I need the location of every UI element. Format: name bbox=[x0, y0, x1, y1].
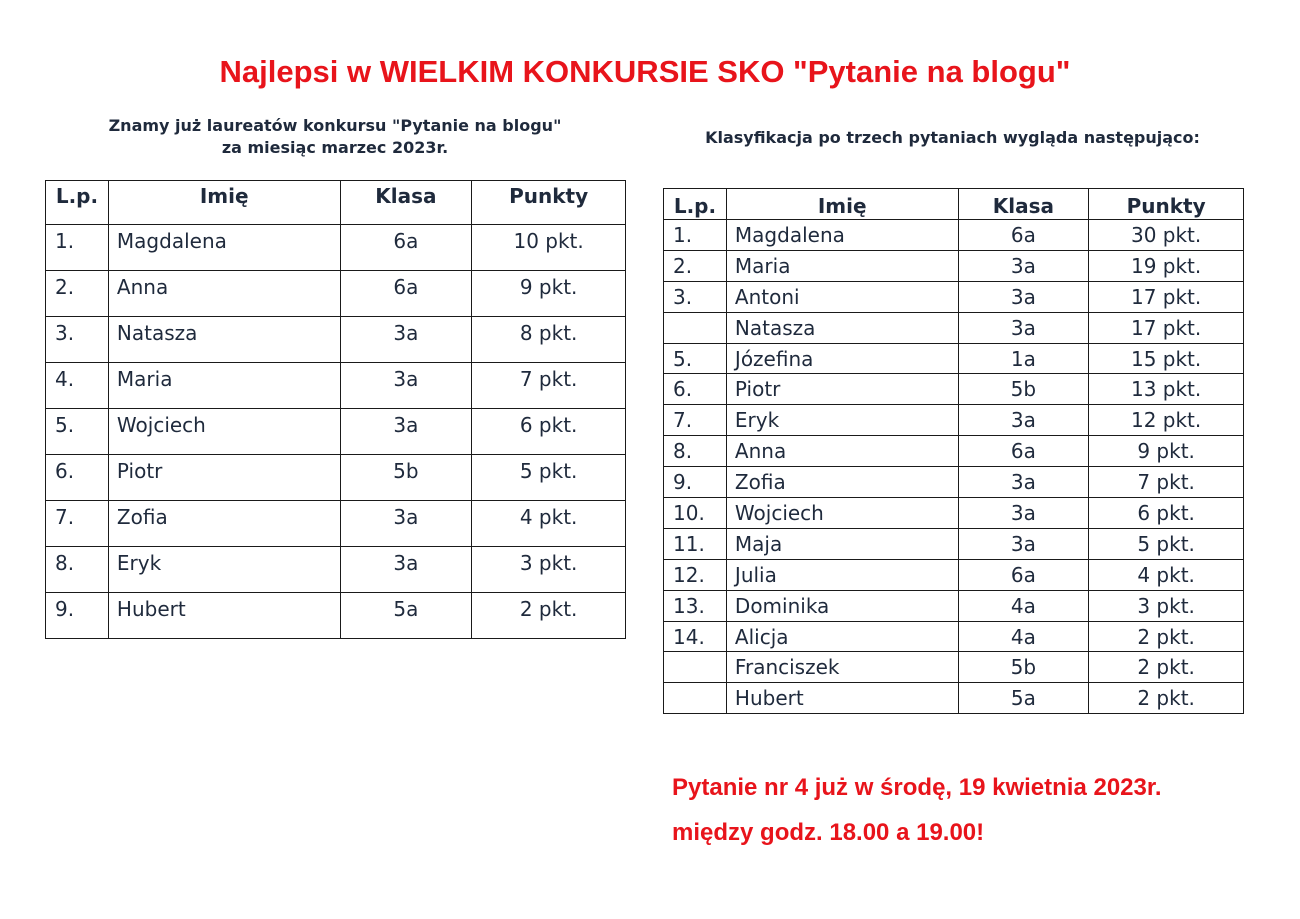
cell-name: Natasza bbox=[726, 312, 958, 343]
cell-name: Wojciech bbox=[108, 409, 340, 455]
classification-table-body bbox=[664, 220, 1244, 714]
cell-lp: 3. bbox=[46, 317, 109, 363]
cell-name: Maja bbox=[726, 528, 958, 559]
cell-name: Piotr bbox=[726, 374, 958, 405]
table-row bbox=[664, 498, 1244, 529]
cell-class: 3a bbox=[958, 281, 1089, 312]
announcement-line1: Pytanie nr 4 już w środę, 19 kwietnia 2023r. bbox=[672, 774, 1162, 801]
cell-points: 6 pkt. bbox=[1089, 498, 1244, 529]
cell-class: 3a bbox=[958, 312, 1089, 343]
march-winners-subtitle-line1: Znamy już laureatów konkursu "Pytanie na blogu" bbox=[108, 116, 562, 135]
header-lp: L.p. bbox=[46, 181, 109, 225]
header-class: Klasa bbox=[958, 189, 1089, 220]
cell-lp: 10. bbox=[664, 498, 727, 529]
cell-name: Eryk bbox=[726, 405, 958, 436]
cell-name: Wojciech bbox=[726, 498, 958, 529]
march-winners-subtitle-line2: za miesiąc marzec 2023r. bbox=[221, 138, 449, 157]
cell-points: 10 pkt. bbox=[472, 225, 626, 271]
cell-class: 3a bbox=[958, 405, 1089, 436]
march-winners-table bbox=[45, 180, 626, 639]
cell-class: 4a bbox=[958, 621, 1089, 652]
cell-name: Eryk bbox=[108, 547, 340, 593]
cell-class: 6a bbox=[958, 436, 1089, 467]
header-points: Punkty bbox=[1089, 189, 1244, 220]
cell-lp: 5. bbox=[664, 343, 727, 374]
table-row bbox=[664, 281, 1244, 312]
cell-name: Julia bbox=[726, 559, 958, 590]
cell-name: Magdalena bbox=[726, 220, 958, 251]
table-row bbox=[664, 683, 1244, 714]
cell-name: Maria bbox=[726, 250, 958, 281]
cell-lp: 6. bbox=[46, 455, 109, 501]
cell-points: 30 pkt. bbox=[1089, 220, 1244, 251]
table-row bbox=[664, 652, 1244, 683]
cell-class: 5b bbox=[958, 374, 1089, 405]
cell-class: 3a bbox=[340, 363, 472, 409]
table-row bbox=[664, 343, 1244, 374]
cell-name: Maria bbox=[108, 363, 340, 409]
table-header-row bbox=[664, 189, 1244, 220]
cell-class: 5a bbox=[958, 683, 1089, 714]
table-row bbox=[664, 312, 1244, 343]
cell-lp: 2. bbox=[664, 250, 727, 281]
cell-points: 13 pkt. bbox=[1089, 374, 1244, 405]
header-points: Punkty bbox=[472, 181, 626, 225]
cell-name: Piotr bbox=[108, 455, 340, 501]
cell-class: 5b bbox=[958, 652, 1089, 683]
cell-name: Anna bbox=[726, 436, 958, 467]
cell-name: Józefina bbox=[726, 343, 958, 374]
classification-subtitle: Klasyfikacja po trzech pytaniach wygląda następująco: bbox=[705, 128, 1200, 147]
cell-class: 4a bbox=[958, 590, 1089, 621]
cell-class: 3a bbox=[958, 498, 1089, 529]
cell-lp bbox=[664, 683, 727, 714]
table-row bbox=[46, 547, 626, 593]
cell-points: 9 pkt. bbox=[472, 271, 626, 317]
cell-class: 3a bbox=[958, 250, 1089, 281]
cell-class: 3a bbox=[340, 409, 472, 455]
cell-lp bbox=[664, 312, 727, 343]
header-name: Imię bbox=[726, 189, 958, 220]
cell-points: 2 pkt. bbox=[1089, 683, 1244, 714]
cell-points: 9 pkt. bbox=[1089, 436, 1244, 467]
cell-points: 7 pkt. bbox=[1089, 467, 1244, 498]
cell-name: Hubert bbox=[108, 593, 340, 639]
cell-points: 4 pkt. bbox=[1089, 559, 1244, 590]
cell-points: 8 pkt. bbox=[472, 317, 626, 363]
cell-points: 4 pkt. bbox=[472, 501, 626, 547]
cell-lp: 8. bbox=[664, 436, 727, 467]
cell-class: 6a bbox=[958, 220, 1089, 251]
classification-table bbox=[663, 188, 1244, 714]
table-row bbox=[664, 590, 1244, 621]
cell-name: Dominika bbox=[726, 590, 958, 621]
page-title: Najlepsi w WIELKIM KONKURSIE SKO "Pytanie na blogu" bbox=[219, 54, 1071, 89]
table-row bbox=[46, 271, 626, 317]
cell-lp: 2. bbox=[46, 271, 109, 317]
cell-lp: 5. bbox=[46, 409, 109, 455]
cell-points: 7 pkt. bbox=[472, 363, 626, 409]
cell-lp: 9. bbox=[664, 467, 727, 498]
table-row bbox=[46, 225, 626, 271]
table-row bbox=[664, 559, 1244, 590]
cell-class: 3a bbox=[958, 528, 1089, 559]
cell-points: 3 pkt. bbox=[1089, 590, 1244, 621]
table-row bbox=[46, 455, 626, 501]
cell-name: Franciszek bbox=[726, 652, 958, 683]
cell-class: 6a bbox=[340, 271, 472, 317]
cell-lp: 1. bbox=[46, 225, 109, 271]
cell-name: Zofia bbox=[726, 467, 958, 498]
cell-class: 6a bbox=[340, 225, 472, 271]
header-name: Imię bbox=[108, 181, 340, 225]
table-row bbox=[46, 409, 626, 455]
cell-name: Magdalena bbox=[108, 225, 340, 271]
table-row bbox=[664, 467, 1244, 498]
cell-points: 17 pkt. bbox=[1089, 312, 1244, 343]
table-row bbox=[664, 374, 1244, 405]
table-row bbox=[46, 363, 626, 409]
cell-points: 2 pkt. bbox=[472, 593, 626, 639]
cell-class: 1a bbox=[958, 343, 1089, 374]
table-row bbox=[664, 621, 1244, 652]
cell-name: Zofia bbox=[108, 501, 340, 547]
cell-class: 5a bbox=[340, 593, 472, 639]
cell-points: 12 pkt. bbox=[1089, 405, 1244, 436]
table-row bbox=[664, 436, 1244, 467]
cell-points: 3 pkt. bbox=[472, 547, 626, 593]
cell-points: 5 pkt. bbox=[1089, 528, 1244, 559]
march-winners-subtitle bbox=[45, 115, 625, 159]
cell-class: 3a bbox=[340, 317, 472, 363]
cell-points: 15 pkt. bbox=[1089, 343, 1244, 374]
announcement-line2: między godz. 18.00 a 19.00! bbox=[672, 819, 985, 846]
cell-points: 2 pkt. bbox=[1089, 621, 1244, 652]
cell-points: 19 pkt. bbox=[1089, 250, 1244, 281]
cell-lp: 14. bbox=[664, 621, 727, 652]
cell-name: Antoni bbox=[726, 281, 958, 312]
cell-lp: 9. bbox=[46, 593, 109, 639]
cell-lp: 4. bbox=[46, 363, 109, 409]
cell-name: Natasza bbox=[108, 317, 340, 363]
cell-class: 5b bbox=[340, 455, 472, 501]
table-row bbox=[664, 250, 1244, 281]
cell-name: Anna bbox=[108, 271, 340, 317]
cell-name: Hubert bbox=[726, 683, 958, 714]
cell-class: 6a bbox=[958, 559, 1089, 590]
cell-class: 3a bbox=[340, 547, 472, 593]
cell-lp bbox=[664, 652, 727, 683]
cell-points: 2 pkt. bbox=[1089, 652, 1244, 683]
cell-lp: 1. bbox=[664, 220, 727, 251]
march-winners-table-body bbox=[46, 225, 626, 639]
cell-lp: 8. bbox=[46, 547, 109, 593]
table-row bbox=[46, 593, 626, 639]
cell-lp: 3. bbox=[664, 281, 727, 312]
table-row bbox=[46, 317, 626, 363]
header-lp: L.p. bbox=[664, 189, 727, 220]
cell-lp: 6. bbox=[664, 374, 727, 405]
table-row bbox=[664, 528, 1244, 559]
cell-lp: 7. bbox=[664, 405, 727, 436]
table-row bbox=[46, 501, 626, 547]
cell-points: 17 pkt. bbox=[1089, 281, 1244, 312]
cell-class: 3a bbox=[958, 467, 1089, 498]
table-header-row bbox=[46, 181, 626, 225]
cell-lp: 12. bbox=[664, 559, 727, 590]
cell-points: 6 pkt. bbox=[472, 409, 626, 455]
cell-name: Alicja bbox=[726, 621, 958, 652]
header-class: Klasa bbox=[340, 181, 472, 225]
cell-lp: 7. bbox=[46, 501, 109, 547]
cell-points: 5 pkt. bbox=[472, 455, 626, 501]
cell-lp: 11. bbox=[664, 528, 727, 559]
table-row bbox=[664, 220, 1244, 251]
cell-lp: 13. bbox=[664, 590, 727, 621]
table-row bbox=[664, 405, 1244, 436]
cell-class: 3a bbox=[340, 501, 472, 547]
